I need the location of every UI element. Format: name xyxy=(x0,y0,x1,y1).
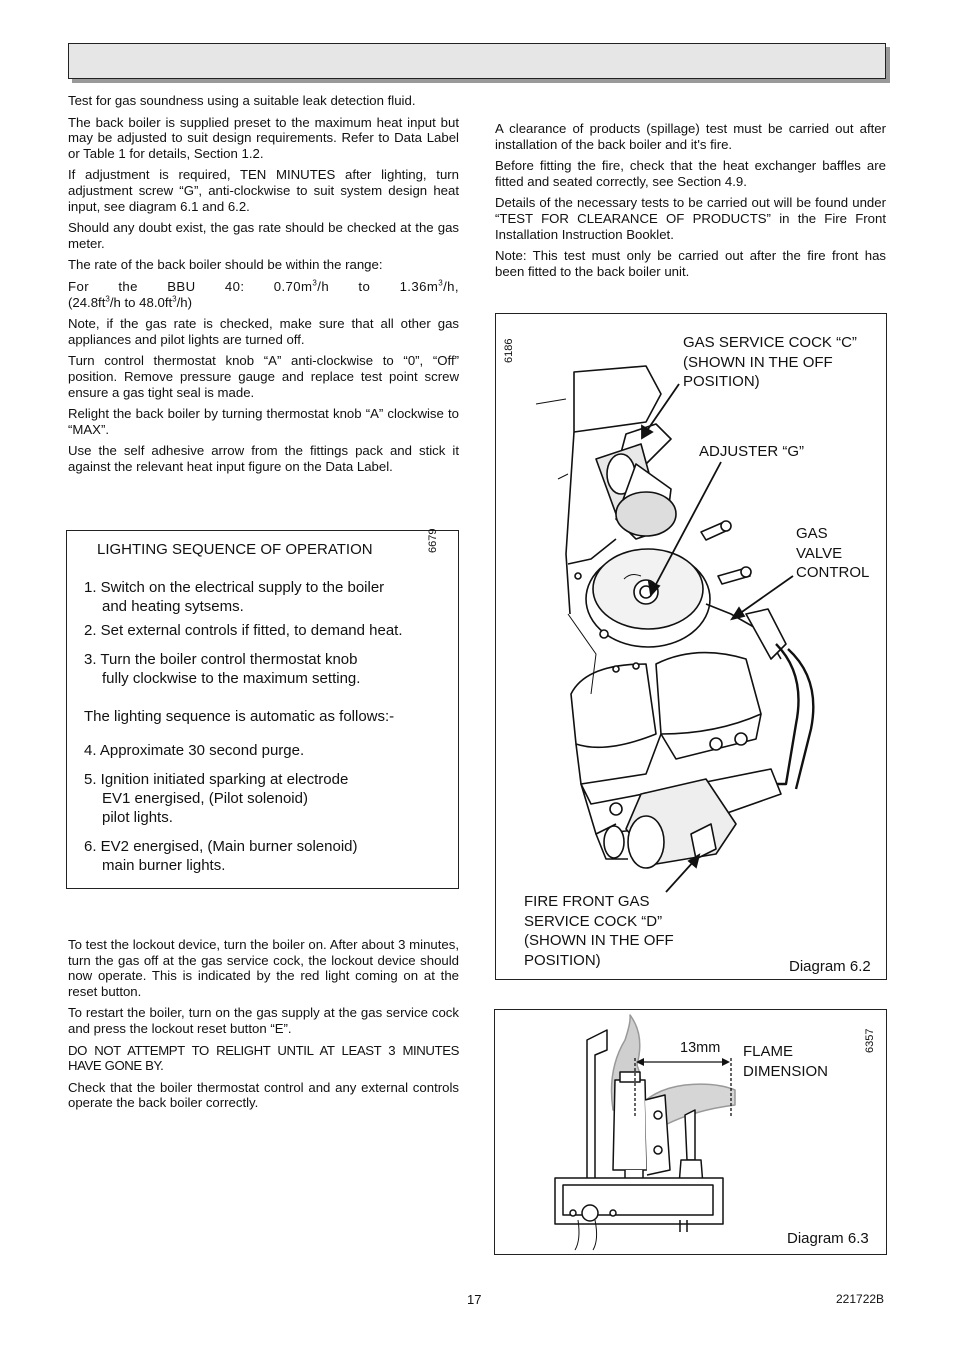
lockout-section xyxy=(68,937,459,1117)
gas-valve-control-label: GAS VALVE CONTROL xyxy=(796,525,870,581)
paragraph: The back boiler is supplied preset to the maximum heat input but may be adjusted to suit design requirements. Refer to Data Label or Table 1 for details, Section 1.2. xyxy=(68,114,459,161)
figure-code: 6186 xyxy=(503,338,515,363)
flame-dimension-label: FLAME DIMENSION xyxy=(743,1043,829,1080)
figure-code: 6679 xyxy=(427,528,439,553)
gas-service-cock-c-label: GAS SERVICE COCK “C” (SHOWN IN THE OFF POSITION) xyxy=(683,334,857,390)
paragraph: Check that the boiler thermostat control and any external controls operate the back boiler correctly. xyxy=(68,1079,459,1111)
step-2: 2. Set external controls if fitted, to demand heat. xyxy=(84,622,403,639)
spillage-test-section xyxy=(495,121,886,285)
paragraph: To test the lockout device, turn the boiler on. After about 3 minutes, turn the gas off at the gas service cock, the lockout device should now operate. This is indicated by the red light coming on at the reset button. xyxy=(68,937,459,999)
paragraph: Use the self adhesive arrow from the fittings pack and stick it against the relevant heat input figure on the Data Label. xyxy=(68,443,459,474)
step-5: 5. Ignition initiated sparking at electrode EV1 energised, (Pilot solenoid) pilot lights. xyxy=(84,771,349,826)
paragraph: Before fitting the fire, check that the heat exchanger baffles are fitted and seated correctly, see Section 4.9. xyxy=(495,158,886,189)
adjuster-g-label: ADJUSTER “G” xyxy=(699,443,804,460)
paragraph: To restart the boiler, turn on the gas supply at the gas service cock and press the lockout reset button “E”. xyxy=(68,1005,459,1036)
step-3: 3. Turn the boiler control thermostat knob fully clockwise to the maximum setting. xyxy=(84,651,361,687)
gas-rate-range: For the BBU 40: $0.70m^3/h$ to $1.36m^3/h$, xyxy=(68,278,459,294)
automatic-note: The lighting sequence is automatic as follows:- xyxy=(84,708,395,725)
diagram-caption: Diagram 6.2 xyxy=(789,958,871,975)
diagram-caption: Diagram 6.3 xyxy=(787,1230,869,1247)
paragraph: Should any doubt exist, the gas rate should be checked at the gas meter. xyxy=(68,220,459,251)
dimension-label: 13mm xyxy=(680,1040,721,1056)
paragraph: Relight the back boiler by turning thermostat knob “A” clockwise to “MAX”. xyxy=(68,406,459,437)
page-number: 17 xyxy=(467,1292,482,1307)
paragraph: A clearance of products (spillage) test must be carried out after installation of the back boiler and it's fire. xyxy=(495,121,886,152)
diagram-6-3 xyxy=(494,1009,887,1255)
figure-code: 6357 xyxy=(864,1028,876,1053)
section-header-bar xyxy=(68,43,886,79)
gas-valve-illustration xyxy=(496,314,886,979)
document-code: 221722B xyxy=(836,1292,885,1306)
diagram-6-2 xyxy=(495,313,887,980)
step-1: 1. Switch on the electrical supply to the boiler and heating sytsems. xyxy=(84,579,385,615)
paragraph: Note, if the gas rate is checked, make sure that all other gas appliances and pilot lights are turned off. xyxy=(68,316,459,347)
paragraph: If adjustment is required, TEN MINUTES after lighting, turn adjustment screw “G”, anti-clockwise to suit system design heat input, see diagram 6.1 and 6.2. xyxy=(68,167,459,214)
paragraph: Details of the necessary tests to be carried out will be found under “TEST FOR CLEARANCE OF PRODUCTS” in the Fire Front Installation Instruction Booklet. xyxy=(495,195,886,242)
gas-rate-range-imperial: ($24.8ft^3/h$ to $48.0ft^3/h$) xyxy=(68,294,193,310)
paragraph: Turn control thermostat knob “A” anti-clockwise to “0”, “Off” position. Remove pressure gauge and replace test point screw ensure a gas tight seal is made. xyxy=(68,353,459,400)
gas-rate-section xyxy=(68,93,459,480)
lighting-sequence-title: LIGHTING SEQUENCE OF OPERATION xyxy=(97,541,373,558)
paragraph: The rate of the back boiler should be within the range: xyxy=(68,257,383,273)
paragraph: Note: This test must only be carried out after the fire front has been fitted to the back boiler unit. xyxy=(495,248,886,279)
paragraph: DO NOT ATTEMPT TO RELIGHT UNTIL AT LEAST 3 MINUTES HAVE GONE BY. xyxy=(68,1042,459,1074)
paragraph: Test for gas soundness using a suitable leak detection fluid. xyxy=(68,93,416,108)
step-4: 4. Approximate 30 second purge. xyxy=(84,742,305,759)
step-6: 6. EV2 energised, (Main burner solenoid) main burner lights. xyxy=(84,838,358,874)
fire-front-gas-cock-label: FIRE FRONT GAS SERVICE COCK “D” (SHOWN IN THE OFF POSITION) xyxy=(524,893,674,969)
lighting-sequence-box xyxy=(66,530,459,889)
